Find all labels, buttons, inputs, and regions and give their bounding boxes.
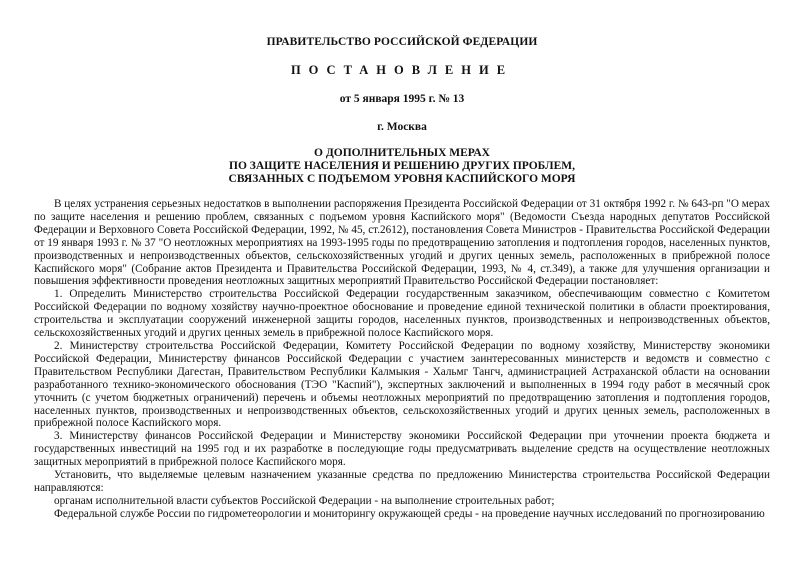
establish-paragraph: Установить, что выделяемые целевым назначением указанные средства по предложению Министерства строительства Российской Федерации направляются: (34, 469, 770, 494)
date-number: от 5 января 1995 г. № 13 (339, 93, 465, 105)
document-title (34, 147, 770, 186)
title-line-1: О ДОПОЛНИТЕЛЬНЫХ МЕРАХ (314, 147, 490, 159)
item-2-paragraph: 2. Министерству строительства Российской Федерации, Комитету Российской Федерации по водному хозяйству, Министерству экономики Российской Федерации, Министерству финансов Российской Федерации с участием заинтересованных министерств и ведомств и совместно с Правительством Республики Дагестан, Правительством Республики Калмыкия - Хальмг Тангч, администрацией Астраханской области на основании разработанного технико-экономического обоснования (ТЭО "Каспий"), экспертных заключений и выполненных в 1994 году работ в месячный срок уточнить (с учетом бюджетных ограничений) перечень и объемы неотложных мероприятий по предотвращению затопления и подтопления городов, населенных пунктов, производственных и непроизводственных объектов, сельскохозяйственных угодий и других ценных земель, расположенных в прибрежной полосе Каспийского моря. (34, 339, 770, 430)
document-type: ПОСТАНОВЛЕНИЕ (290, 63, 514, 77)
item-1-paragraph: 1. Определить Министерство строительства Российской Федерации государственным заказчиком, обеспечивающим совместно с Комитетом Российской Федерации по водному хозяйству научно-проектное обоснование и проведение единой технической политики в области проектирования, строительства и эксплуатации сооружений инженерной защиты городов, населенных пунктов, производственных и непроизводственных объектов, сельскохозяйственных угодий и других ценных земель в прибрежной полосе Каспийского моря. (34, 288, 770, 340)
item-3-paragraph: 3. Министерству финансов Российской Федерации и Министерству экономики Российской Федерации при уточнении проекта бюджета и государственных инвестиций на 1995 год и их разработке в последующие годы предусматривать выделение средств на осуществление неотложных защитных мероприятий в прибрежной полосе Каспийского моря. (34, 430, 770, 469)
sub-paragraph-2: Федеральной службе России по гидрометеорологии и мониторингу окружающей среды - на проведение научных исследований по прогнозированию (54, 507, 765, 520)
preamble-paragraph: В целях устранения серьезных недостатков в выполнении распоряжения Президента Российской Федерации от 31 октября 1992 г. № 643-рп "О мерах по защите населения и решению проблем, связанных с подъемом уровня Каспийского моря" (Ведомости Съезда народных депутатов Российской Федерации и Верховного Совета Российской Федерации, 1992, № 45, ст.2612), постановления Совета Министров - Правительства Российской Федерации от 19 января 1993 г. № 37 "О неотложных мероприятиях на 1993-1995 годы по предотвращению затопления и подтопления городов, населенных пунктов, производственных и непроизводственных объектов, сельскохозяйственных угодий и других ценных земель, расположенных в прибрежной полосе Каспийского моря" (Собрание актов Президента и Правительства Российской Федерации, 1993, № 4, ст.349), а также для улучшения организации и повышения эффективности проведения неотложных защитных мероприятий Правительство Российской Федерации постановляет: (34, 198, 770, 288)
title-line-2: ПО ЗАЩИТЕ НАСЕЛЕНИЯ И РЕШЕНИЮ ДРУГИХ ПРОБЛЕМ, (229, 160, 575, 172)
title-line-3: СВЯЗАННЫХ С ПОДЪЕМОМ УРОВНЯ КАСПИЙСКОГО МОРЯ (228, 173, 576, 185)
city: г. Москва (377, 121, 427, 133)
government-heading: ПРАВИТЕЛЬСТВО РОССИЙСКОЙ ФЕДЕРАЦИИ (266, 36, 538, 48)
document-body (34, 198, 770, 521)
sub-paragraph-1: органам исполнительной власти субъектов Российской Федерации - на выполнение строительных работ; (54, 494, 555, 507)
document-page (34, 36, 770, 521)
